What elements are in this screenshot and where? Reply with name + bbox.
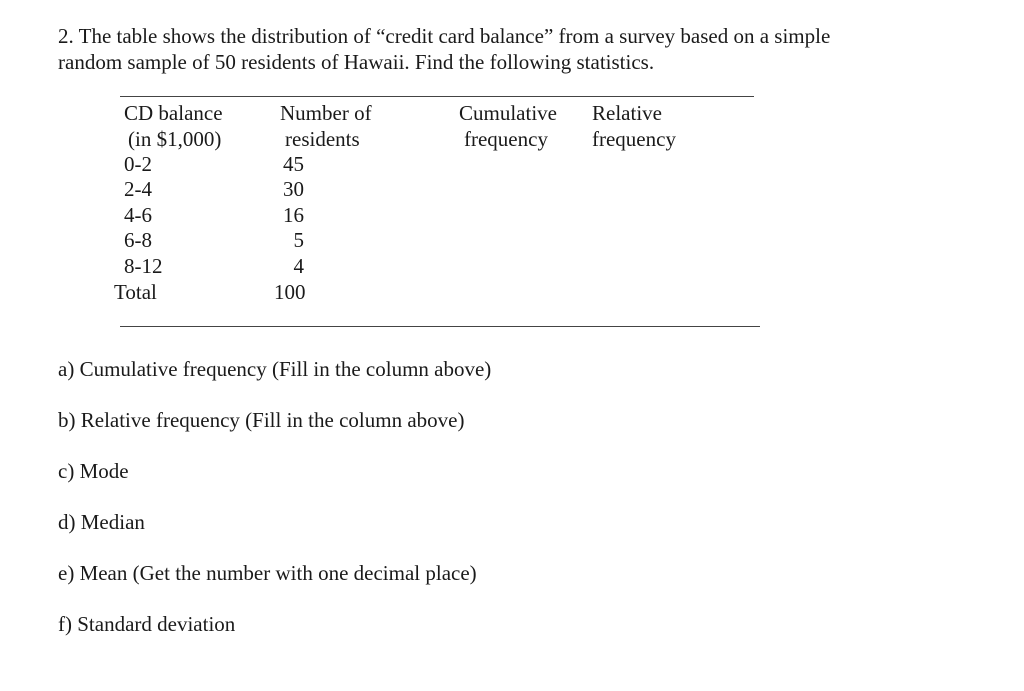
problem-line-1: 2. The table shows the distribution of “credit card balance” from a survey based on a simple bbox=[58, 24, 831, 48]
question-f: f) Standard deviation bbox=[58, 612, 236, 636]
row-2-balance: 2-4 bbox=[124, 177, 152, 201]
table-top-rule bbox=[120, 96, 754, 97]
header-residents-line-1: Number of bbox=[280, 101, 372, 125]
row-1-balance: 0-2 bbox=[124, 152, 152, 176]
question-d: d) Median bbox=[58, 510, 145, 534]
total-value: 100 bbox=[274, 280, 306, 304]
total-label: Total bbox=[114, 280, 157, 304]
row-4-balance: 6-8 bbox=[124, 228, 152, 252]
question-a: a) Cumulative frequency (Fill in the column above) bbox=[58, 357, 492, 381]
row-1-residents: 45 bbox=[283, 152, 304, 176]
question-b: b) Relative frequency (Fill in the column above) bbox=[58, 408, 465, 432]
row-5-residents: 4 bbox=[293, 254, 304, 278]
row-5-balance: 8-12 bbox=[124, 254, 163, 278]
row-2-residents: 30 bbox=[283, 177, 304, 201]
header-cumulative-line-1: Cumulative bbox=[459, 101, 557, 125]
header-relative-line-2: frequency bbox=[592, 127, 676, 151]
row-3-balance: 4-6 bbox=[124, 203, 152, 227]
row-4-residents: 5 bbox=[293, 228, 304, 252]
question-c: c) Mode bbox=[58, 459, 129, 483]
question-e: e) Mean (Get the number with one decimal place) bbox=[58, 561, 477, 585]
row-3-residents: 16 bbox=[283, 203, 304, 227]
header-balance-line-1: CD balance bbox=[124, 101, 223, 125]
table-bottom-rule bbox=[120, 326, 760, 327]
header-relative-line-1: Relative bbox=[592, 101, 662, 125]
header-residents-line-2: residents bbox=[285, 127, 360, 151]
header-balance-line-2: (in $1,000) bbox=[128, 127, 222, 151]
problem-line-2: random sample of 50 residents of Hawaii. Find the following statistics. bbox=[58, 50, 655, 74]
header-cumulative-line-2: frequency bbox=[464, 127, 548, 151]
